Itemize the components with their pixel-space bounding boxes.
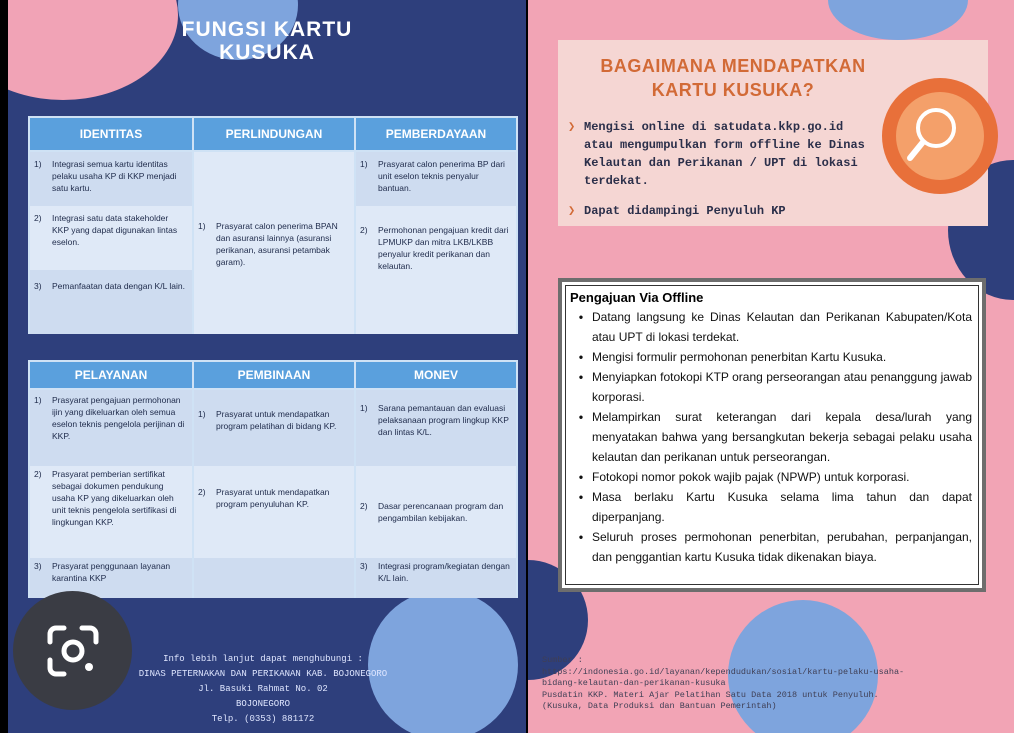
source-citation: Sumber : https://indonesia.go.id/layanan/kependudukan/sosial/kartu-pelaku-usaha- bidang-kelautan-dan-perikanan-kusuka Pusdatin KKP. Materi Ajar Pelatihan Satu Data 2018 untuk Penyuluh. (Kusuka, Data Produksi dan Bantuan Pemerintah) xyxy=(542,655,905,711)
list-item: • Masa berlaku Kartu Kusuka selama lima tahun dan dapat diperpanjang. xyxy=(570,487,972,527)
chevron-right-icon: ❯ xyxy=(568,204,576,218)
functions-table-2 xyxy=(28,360,518,598)
header-pembinaan: PEMBINAAN xyxy=(193,361,355,389)
google-lens-button[interactable] xyxy=(13,591,132,710)
list-item: 3) Prasyarat penggunaan layanan karantina KKP xyxy=(30,558,192,598)
title-line-1: FUNGSI KARTU xyxy=(181,18,353,41)
how-item-1: ❯ Mengisi online di satudata.kkp.go.id atau mengumpulkan form offline ke Dinas Kelautan dan Perikanan / UPT di lokasi terdekat. xyxy=(568,120,865,188)
list-item: • Melampirkan surat keterangan dari kepala desa/lurah yang menyatakan bahwa yang bersangkutan bekerja sebagai pelaku usaha kelautan dan perikanan untuk perseorangan. xyxy=(570,407,972,467)
list-item: 1) Prasyarat pengajuan permohonan ijin yang dikeluarkan oleh semua eselon teknis pengelola perijinan di KKP. xyxy=(30,390,192,466)
header-perlindungan: PERLINDUNGAN xyxy=(193,117,355,151)
pemberdayaan-cell xyxy=(355,151,517,334)
list-item: • Menyiapkan fotokopi KTP orang perseorangan atau penanggung jawab korporasi. xyxy=(570,367,972,407)
bullet-icon: • xyxy=(578,370,584,384)
how-to-get-panel xyxy=(528,0,1014,733)
identitas-cell xyxy=(29,151,193,334)
bullet-icon: • xyxy=(578,530,584,544)
list-item: 1) Prasyarat untuk mendapatkan program pelatihan di bidang KP. xyxy=(194,390,354,466)
perlindungan-cell xyxy=(193,151,355,334)
page-title xyxy=(8,18,526,64)
list-item: • Datang langsung ke Dinas Kelautan dan Perikanan Kabupaten/Kota atau UPT di lokasi terdekat. xyxy=(570,307,972,347)
magnifier-icon xyxy=(880,76,1000,196)
list-item: • Fotokopi nomor pokok wajib pajak (NPWP) untuk korporasi. xyxy=(570,467,972,487)
bullet-icon: • xyxy=(578,310,584,324)
header-pemberdayaan: PEMBERDAYAAN xyxy=(355,117,517,151)
chevron-right-icon: ❯ xyxy=(568,120,576,134)
list-item-empty xyxy=(194,558,354,598)
bullet-icon: • xyxy=(578,490,584,504)
list-item: 1) Integrasi semua kartu identitas pelaku usaha KP di KKP menjadi satu kartu. xyxy=(30,152,192,206)
list-item: 2) Permohonan pengajuan kredit dari LPMUKP dan mitra LKB/LKBB penyalur kredit perikanan dan kelautan. xyxy=(360,225,509,271)
google-lens-icon xyxy=(44,622,102,680)
list-item: 1) Prasyarat calon penerima BP dari unit eselon teknis penyalur bantuan. xyxy=(356,152,516,206)
list-item: 2) Integrasi satu data stakeholder KKP yang dapat digunakan lintas eselon. xyxy=(34,213,178,247)
header-identitas: IDENTITAS xyxy=(29,117,193,151)
list-item: 1) Sarana pemantauan dan evaluasi pelaksanaan program lingkup KKP dan lintas K/L. xyxy=(356,390,516,466)
pembinaan-cell xyxy=(193,389,355,598)
list-item: 3) Pemanfaatan data dengan K/L lain. xyxy=(30,270,192,334)
offline-list xyxy=(570,307,972,567)
list-item: • Mengisi formulir permohonan penerbitan Kartu Kusuka. xyxy=(570,347,972,367)
how-to-get-title: BAGAIMANA MENDAPATKAN KARTU KUSUKA? xyxy=(600,56,866,100)
how-to-get-box xyxy=(558,40,988,226)
monev-cell xyxy=(355,389,517,598)
offline-title: Pengajuan Via Offline xyxy=(570,290,704,305)
header-monev: MONEV xyxy=(355,361,517,389)
bullet-icon: • xyxy=(578,350,584,364)
offline-submission-box xyxy=(558,278,986,592)
list-item: • Seluruh proses permohonan penerbitan, perubahan, perpanjangan, dan penggantian kartu Kusuka tidak dikenakan biaya. xyxy=(570,527,972,567)
contact-info: Info lebih lanjut dapat menghubungi : DINAS PETERNAKAN DAN PERIKANAN KAB. BOJONEGORO Jl. Basuki Rahmat No. 02 BOJONEGORO Telp. (0353) 881172 xyxy=(138,654,388,724)
how-item-2: ❯ Dapat didampingi Penyuluh KP xyxy=(568,204,786,218)
header-pelayanan: PELAYANAN xyxy=(29,361,193,389)
bullet-icon: • xyxy=(578,410,584,424)
pelayanan-cell xyxy=(29,389,193,598)
title-line-2: KUSUKA xyxy=(219,41,315,64)
decor-blob-blue xyxy=(828,0,968,40)
list-item: 2) Prasyarat untuk mendapatkan program penyuluhan KP. xyxy=(198,487,330,509)
list-item: 3) Integrasi program/kegiatan dengan K/L lain. xyxy=(356,558,516,598)
list-item: 1) Prasyarat calon penerima BPAN dan asuransi lainnya (asuransi perikanan, asuransi petambak garam). xyxy=(198,221,338,267)
bullet-icon: • xyxy=(578,470,584,484)
functions-table-1 xyxy=(28,116,518,334)
list-item: 2) Dasar perencanaan program dan pengambilan kebijakan. xyxy=(360,501,504,523)
list-item: 2) Prasyarat pemberian sertifikat sebagai dokumen pendukung usaha KP yang dikeluarkan oleh unit teknis pengelola sertifikasi di lingkungan KKP. xyxy=(34,469,177,527)
